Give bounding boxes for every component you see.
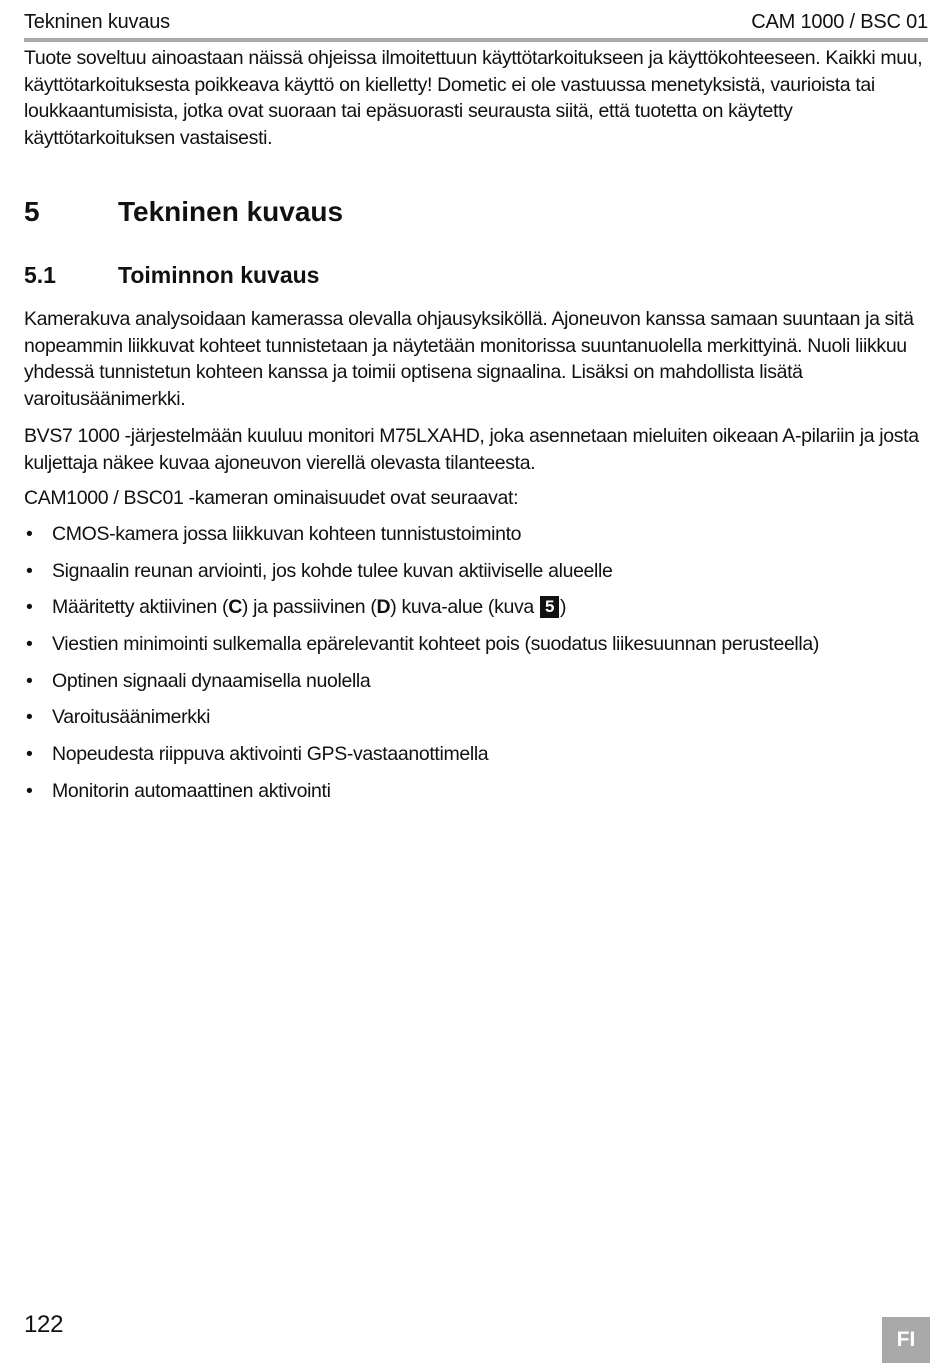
list-item	[24, 704, 934, 741]
list-item	[24, 521, 934, 558]
list-item	[24, 594, 934, 631]
bullet-marker: •	[26, 596, 33, 619]
reference-letter-active: C	[228, 596, 242, 619]
bullet-marker: •	[26, 633, 33, 656]
running-header	[24, 8, 928, 36]
header-section-title: Tekninen kuvaus	[24, 10, 170, 33]
section-heading	[24, 196, 924, 232]
list-item-text-start: Määritetty aktiivinen (	[52, 596, 229, 619]
list-item-text: CMOS-kamera jossa liikkuvan kohteen tunnistustoiminto	[52, 523, 522, 545]
section-number: 5	[24, 196, 40, 227]
function-description-paragraph: Kamerakuva analysoidaan kamerassa olevalla ohjausyksiköllä. Ajoneuvon kanssa samaan suuntaan ja sitä nopeammin liikkuvat kohteet tunnistetaan ja näytetään monitorissa suuntanuolella merkittyinä. Nuoli liikkuu yhdessä tunnistetun kohteen kanssa ja toimii optisena signaalina. Lisäksi on mahdollista lisätä varoitusäänimerkki.	[24, 308, 914, 410]
language-badge: FI	[882, 1317, 930, 1363]
feature-list	[24, 521, 934, 815]
reference-letter-passive: D	[376, 596, 391, 619]
bullet-marker: •	[26, 706, 33, 729]
list-item	[24, 631, 934, 668]
list-item	[24, 558, 934, 595]
list-item-text: Nopeudesta riippuva aktivointi GPS-vastaanottimella	[52, 743, 489, 766]
bullet-marker: •	[26, 743, 33, 766]
bullet-marker: •	[26, 669, 33, 692]
list-item-text: Signaalin reunan arviointi, jos kohde tulee kuvan aktiiviselle alueelle	[52, 559, 613, 582]
intro-paragraph: Tuote soveltuu ainoastaan näissä ohjeissa ilmoitettuun käyttötarkoitukseen ja käyttökohteeseen. Kaikki muu, käyttötarkoituksesta poikkeava käyttö on kielletty! Dometic ei ole vastuussa menetyksistä, vaurioista tai loukkaantumisista, jotka ovat suoraan tai epäsuorasti seurausta siitä, että tuotetta on käytetty käyttötarkoituksen vastaisesti.	[24, 47, 923, 149]
section-title: Tekninen kuvaus	[118, 196, 344, 227]
header-divider	[24, 38, 928, 42]
system-description-paragraph: BVS7 1000 -järjestelmään kuuluu monitori M75LXAHD, joka asennetaan mieluiten oikeaan A-pilariin ja josta kuljettaja näkee kuvaa ajoneuvon vierellä olevasta tilanteesta.	[24, 425, 919, 474]
list-item-text-end: )	[560, 596, 567, 619]
list-item	[24, 741, 934, 778]
list-item-text: Monitorin automaattinen aktivointi	[52, 779, 331, 802]
subsection-number: 5.1	[24, 262, 56, 288]
page-number: 122	[24, 1311, 64, 1338]
figure-reference-badge: 5	[540, 596, 559, 618]
list-item	[24, 778, 934, 815]
list-item-text-middle: ) ja passiivinen (	[241, 596, 377, 619]
list-item-text: Viestien minimointi sulkemalla epärelevantit kohteet pois (suodatus liikesuunnan perusteella)	[52, 633, 820, 656]
list-item-text-after: ) kuva-alue (kuva	[390, 596, 539, 619]
header-product-name: CAM 1000 / BSC 01	[751, 10, 928, 33]
list-item	[24, 668, 934, 705]
list-item-text: Varoitusäänimerkki	[52, 706, 211, 729]
features-intro-paragraph: CAM1000 / BSC01 -kameran ominaisuudet ovat seuraavat:	[24, 487, 519, 509]
bullet-marker: •	[26, 523, 33, 545]
list-item-text	[52, 596, 566, 618]
subsection-title: Toiminnon kuvaus	[118, 262, 320, 288]
bullet-marker: •	[26, 779, 33, 802]
list-item-text: Optinen signaali dynaamisella nuolella	[52, 669, 371, 692]
bullet-marker: •	[26, 559, 33, 582]
subsection-heading	[24, 262, 924, 292]
